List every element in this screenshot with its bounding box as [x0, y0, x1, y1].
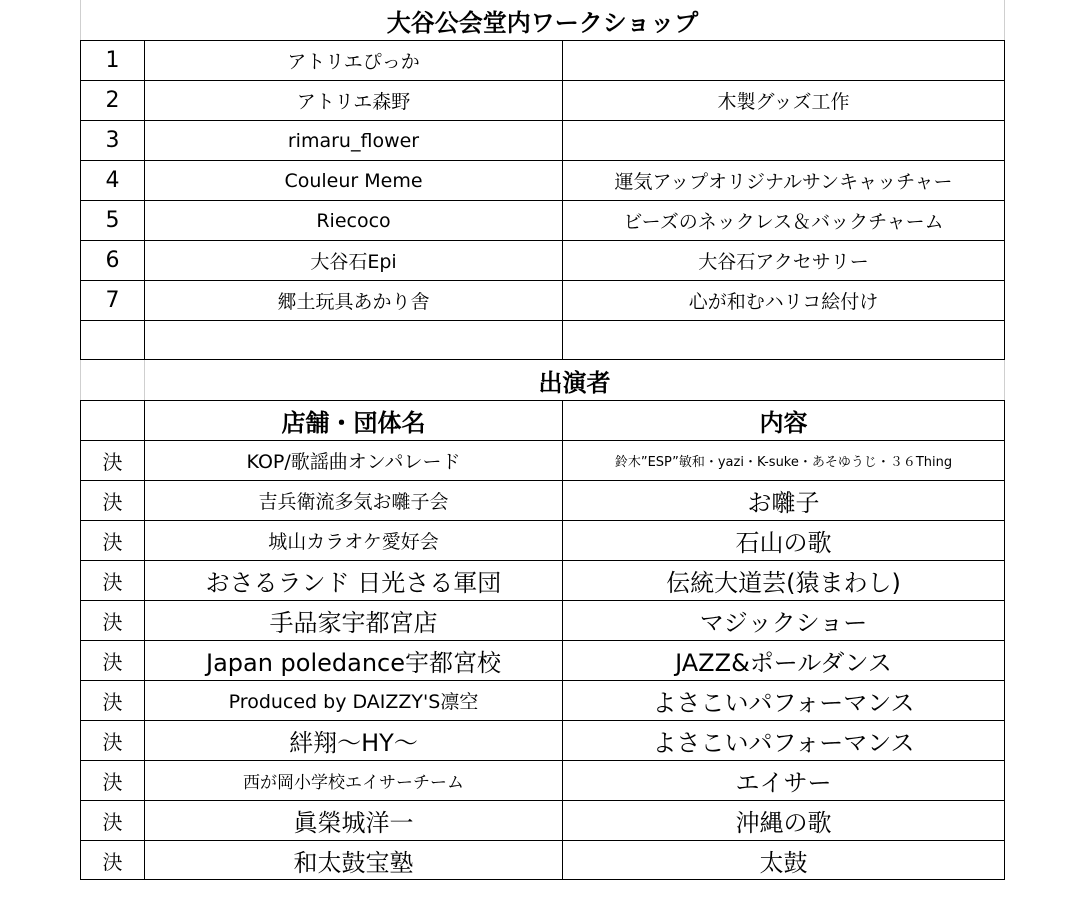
- status-cell: 決: [81, 761, 145, 800]
- performers-title-row: [80, 360, 1005, 400]
- performer-content: 鈴木”ESP”敏和・yazi・K-suke・あそゆうじ・３６Thing: [614, 455, 953, 470]
- status-cell: 決: [81, 561, 145, 600]
- table-row: [80, 640, 1005, 680]
- performer-name: Produced by DAIZZY'S凛空: [145, 681, 563, 720]
- table-row: [80, 280, 1005, 320]
- performer-content: よさこいパフォーマンス: [652, 729, 915, 757]
- row-number: 1: [81, 41, 145, 80]
- performer-name: 西が岡小学校エイサーチーム: [145, 761, 563, 800]
- status-cell: 決: [81, 521, 145, 560]
- workshop-name: アトリエ森野: [145, 81, 563, 120]
- performer-name: おさるランド 日光さる軍団: [145, 561, 563, 600]
- status-cell: 決: [81, 481, 145, 520]
- performer-content: 伝統大道芸(猿まわし): [666, 569, 901, 597]
- row-number: 4: [81, 161, 145, 200]
- performer-content: マジックショー: [699, 609, 868, 637]
- table-row: [80, 440, 1005, 480]
- performer-name: Japan poledance宇都宮校: [145, 641, 563, 680]
- empty-cell: [81, 401, 145, 440]
- table-row: [80, 720, 1005, 760]
- status-cell: 決: [81, 641, 145, 680]
- workshop-content: 運気アップオリジナルサンキャッチャー: [614, 171, 953, 193]
- table-row: [80, 200, 1005, 240]
- column-header-content: 内容: [759, 409, 808, 437]
- status-cell: 決: [81, 441, 145, 480]
- row-number: 3: [81, 121, 145, 160]
- workshop-content: ビーズのネックレス＆バックチャーム: [623, 211, 944, 233]
- row-number: 7: [81, 281, 145, 320]
- table-row: [80, 320, 1005, 360]
- performer-content: よさこいパフォーマンス: [652, 689, 915, 717]
- status-cell: 決: [81, 681, 145, 720]
- performer-content: JAZZ&ポールダンス: [675, 649, 892, 677]
- status-cell: 決: [81, 841, 145, 879]
- table-row: [80, 40, 1005, 80]
- performers-header-row: [80, 400, 1005, 440]
- performer-content: エイサー: [735, 769, 832, 797]
- table-row: [80, 80, 1005, 120]
- workshop-content: [563, 41, 1004, 80]
- performer-name: 城山カラオケ愛好会: [145, 521, 563, 560]
- table-row: [80, 600, 1005, 640]
- performer-content: 石山の歌: [735, 529, 832, 557]
- workshop-content: [563, 321, 1004, 359]
- row-number: 2: [81, 81, 145, 120]
- performers-title: 出演者: [538, 368, 611, 397]
- status-cell: 決: [81, 801, 145, 840]
- table-row: [80, 520, 1005, 560]
- workshop-content: [563, 121, 1004, 160]
- performer-name: 絆翔〜HY〜: [145, 721, 563, 760]
- workshop-content: 木製グッズ工作: [717, 91, 850, 113]
- table-row: [80, 480, 1005, 520]
- row-number: 6: [81, 241, 145, 280]
- workshop-name: Riecoco: [145, 201, 563, 240]
- workshop-name: rimaru_flower: [145, 121, 563, 160]
- workshop-name: 郷土玩具あかり舎: [145, 281, 563, 320]
- table-row: [80, 240, 1005, 280]
- performer-name: KOP/歌謡曲オンパレード: [145, 441, 563, 480]
- workshop-name: 大谷石Epi: [145, 241, 563, 280]
- table-row: [80, 800, 1005, 840]
- workshop-title-row: [80, 0, 1005, 40]
- performer-name: 手品家宇都宮店: [145, 601, 563, 640]
- workshop-content: 大谷石アクセサリー: [698, 251, 869, 273]
- status-cell: 決: [81, 721, 145, 760]
- row-number: 5: [81, 201, 145, 240]
- spreadsheet: [80, 0, 1005, 880]
- table-row: [80, 680, 1005, 720]
- status-cell: 決: [81, 601, 145, 640]
- performer-name: 眞榮城洋一: [145, 801, 563, 840]
- performer-content: お囃子: [747, 489, 820, 517]
- table-row: [80, 120, 1005, 160]
- column-header-name: 店舗・団体名: [145, 401, 563, 440]
- workshop-name: [145, 321, 563, 359]
- performer-name: 吉兵衛流多気お囃子会: [145, 481, 563, 520]
- workshop-content: 心が和むハリコ絵付け: [688, 291, 879, 313]
- workshop-name: アトリエぴっか: [145, 41, 563, 80]
- row-number: [81, 321, 145, 359]
- workshop-title: 大谷公会堂内ワークショップ: [386, 8, 699, 37]
- table-row: [80, 760, 1005, 800]
- empty-cell: [81, 360, 145, 400]
- workshop-name: Couleur Meme: [145, 161, 563, 200]
- table-row: [80, 840, 1005, 880]
- table-row: [80, 160, 1005, 200]
- performer-content: 沖縄の歌: [735, 809, 832, 837]
- table-row: [80, 560, 1005, 600]
- performer-name: 和太鼓宝塾: [145, 841, 563, 879]
- performer-content: 太鼓: [759, 848, 808, 877]
